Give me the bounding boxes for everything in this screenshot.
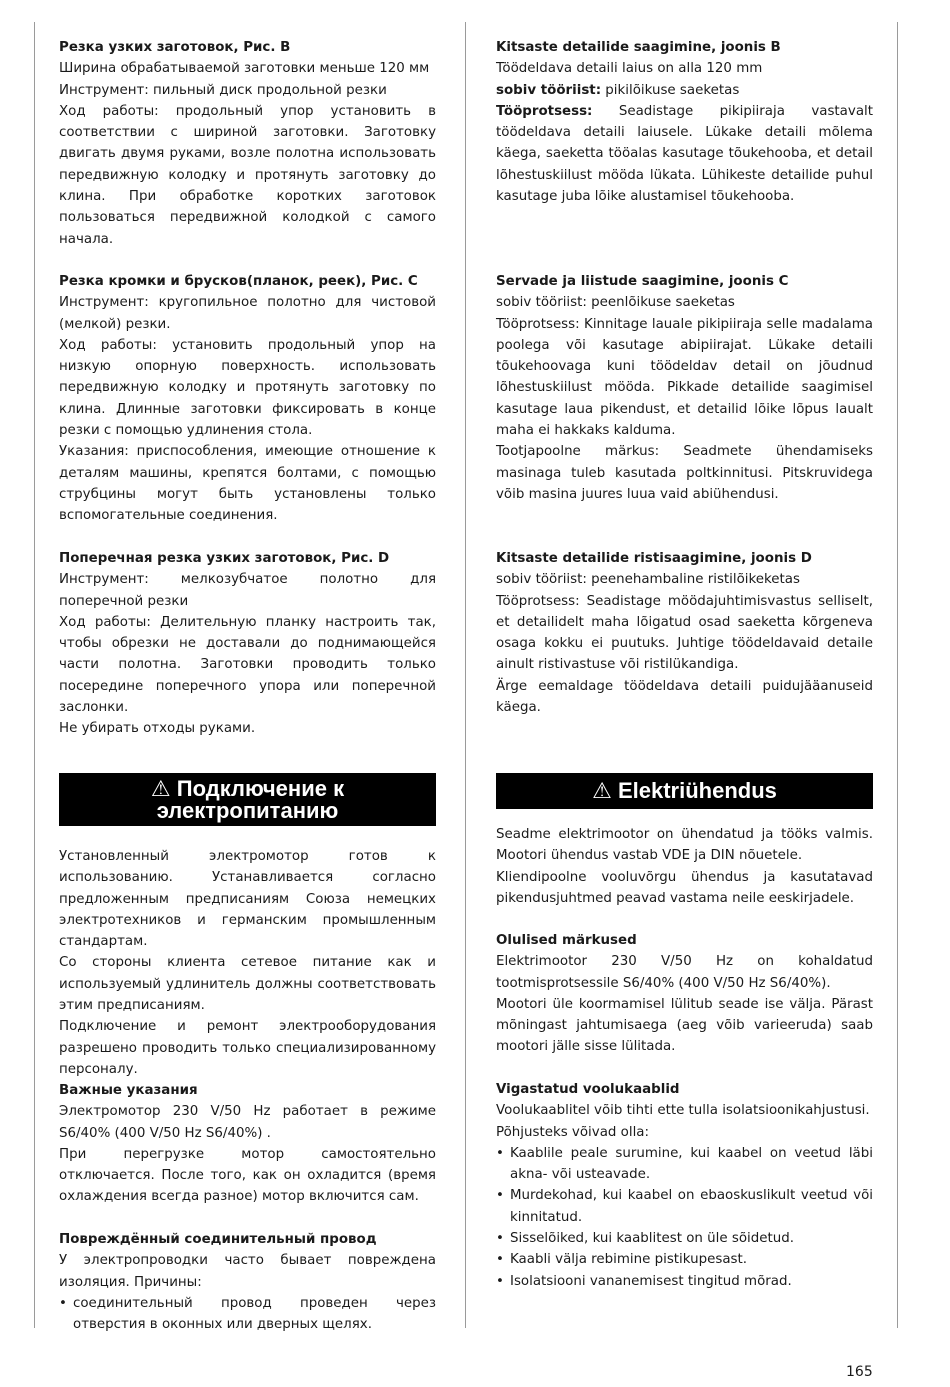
- et-tool-label: sobiv tööriist:: [496, 82, 602, 98]
- ru-section-important-title: Важные указания: [59, 1083, 198, 1098]
- et-process-label: Tööprotsess:: [496, 103, 593, 119]
- et-paragraph: Tööprotsess: Seadistage möödajuhtimisvastus selliselt, et detailidelt maha lõigatud osad saeketta kõrgeneva osaga kokku ei puutuks. Juhtige töödeldavaid detaile ainult ristivastuse või ristilükandiga.: [496, 593, 873, 673]
- ru-paragraph: Не убирать отходы руками.: [59, 721, 256, 737]
- et-section-damaged-cable: [496, 1079, 873, 1292]
- ru-paragraph: У электропроводки часто бывает повреждена изоляция. Причины:: [59, 1253, 436, 1290]
- ru-section-narrow-rip-title: Резка узких заготовок, Рис. B: [59, 40, 291, 55]
- et-section-edge-cut-title: Servade ja liistude saagimine, joonis C: [496, 274, 789, 289]
- et-paragraph-process: [496, 101, 873, 207]
- ru-paragraph: Инструмент: пильный диск продольной резки: [59, 82, 387, 98]
- et-paragraph: Voolukaablitel võib tihti ette tulla isolatsioonikahjustusi.: [496, 1103, 870, 1119]
- et-section-cross-cut-title: Kitsaste detailide ristisaagimine, joonis D: [496, 551, 812, 566]
- et-paragraph: sobiv tööriist: peenehambaline ristilõikeketas: [496, 572, 800, 588]
- et-paragraph: Tööprotsess: Kinnitage lauale pikipiiraja selle madalama poolega või kasutage abipiirajat. Lükake detaili tõukehoovaga kuni töödeldav detail on jõudnud lõhestuskiilust mööda. Pikkade detailide saagimisel kasutage laua pikendust, et detailid lõike lõpus laualt maha ei hakkaks kalduma.: [496, 316, 873, 439]
- et-paragraph: Mootori üle koormamisel lülitub seade ise välja. Pärast mõningast jahtumisaega (aeg võib varieeruda) saab mootori jälle sisse lülitada.: [496, 996, 873, 1055]
- et-banner-text: Elektriühendus: [617, 778, 777, 803]
- page-number: 165: [846, 1364, 873, 1380]
- right-margin-rule: [897, 22, 898, 1328]
- et-paragraph-tool: [496, 80, 873, 101]
- ru-cause-list: [59, 1293, 436, 1336]
- ru-electrical-banner: [59, 773, 436, 826]
- center-divider-rule: [465, 22, 466, 1328]
- et-paragraph: sobiv tööriist: peenlõikuse saeketas: [496, 295, 735, 311]
- ru-paragraph: Ход работы: продольный упор установить в соответствии с шириной заготовки. Заготовку двигать двумя руками, возле полотна использовать передвижную колодку и протянуть заготовку до клина. При обработке коротких заготовок пользоваться передвижной колодкой с самого начала.: [59, 103, 436, 247]
- et-paragraph: Töödeldava detaili laius on alla 120 mm: [496, 61, 763, 77]
- ru-section-electrical: [59, 846, 436, 1080]
- list-item: • Isolatsiooni vananemisest tingitud mõrad.: [496, 1271, 873, 1292]
- ru-paragraph: При перегрузке мотор самостоятельно отключается. После того, как он охладится (время охлаждения всегда разное) мотор включится сам.: [59, 1146, 436, 1205]
- ru-banner-text-2: электропитанию: [156, 798, 339, 823]
- ru-electrical-banner-line1: [59, 778, 436, 800]
- et-section-narrow-rip-title: Kitsaste detailide saagimine, joonis B: [496, 40, 781, 55]
- et-section-edge-cut: [496, 271, 873, 505]
- et-paragraph: Põhjusteks võivad olla:: [496, 1124, 650, 1140]
- ru-paragraph: Инструмент: мелкозубчатое полотно для поперечной резки: [59, 572, 436, 609]
- et-tool-value: pikilõikuse saeketas: [601, 82, 740, 98]
- ru-section-edge-cut: [59, 271, 436, 527]
- et-cause-list: [496, 1143, 873, 1292]
- et-section-damaged-cable-title: Vigastatud voolukaablid: [496, 1082, 680, 1097]
- et-section-electrical: [496, 824, 873, 909]
- et-electrical-banner: [496, 773, 873, 809]
- warning-icon: ⚠: [592, 778, 612, 803]
- et-paragraph: Seadme elektrimootor on ühendatud ja tööks valmis. Mootori ühendus vastab VDE ja DIN nõuetele.: [496, 827, 873, 864]
- et-section-important: [496, 930, 873, 1058]
- ru-section-narrow-rip: [59, 37, 436, 250]
- ru-paragraph: Подключение и ремонт электрооборудования разрешено проводить только специализированному персоналу.: [59, 1019, 436, 1077]
- list-item: • соединительный провод проведен через отверстия в оконных или дверных щелях.: [59, 1293, 436, 1336]
- ru-paragraph: Инструмент: кругопильное полотно для чистовой (мелкой) резки.: [59, 295, 436, 332]
- et-process-value: Seadistage pikipiiraja vastavalt töödeldava detaili laiusele. Lükake detaili mõlema käega, saeketta tööalas kasutage tõukehooba, et detail lõhestuskiilust mööda lükata. Lühikeste detailide puhul kasutage juba lõike alustamisel tõukehooba.: [496, 103, 873, 205]
- et-paragraph: Kliendipoolne vooluvõrgu ühendus ja kasutatavad pikendusjuhtmed peavad vastama neile eeskirjadele.: [496, 869, 873, 906]
- ru-paragraph: Электромотор 230 V/50 Hz работает в режиме S6/40% (400 V/50 Hz S6/40%) .: [59, 1104, 436, 1141]
- ru-section-important: [59, 1080, 436, 1208]
- ru-paragraph: Указания: приспособления, имеющие отношение к деталям машины, крепятся болтами, с помощью струбцины могут быть установлены только вспомогательные соединения.: [59, 444, 436, 524]
- et-section-important-title: Olulised märkused: [496, 933, 637, 948]
- list-item: • Sisselõiked, kui kaablitest on üle sõidetud.: [496, 1228, 873, 1249]
- ru-section-damaged-cable: [59, 1229, 436, 1335]
- et-paragraph: Ärge eemaldage töödeldava detaili puidujääanuseid käega.: [496, 678, 873, 716]
- et-section-narrow-rip: [496, 37, 873, 207]
- warning-icon: ⚠: [150, 776, 171, 801]
- list-item: • Murdekohad, kui kaabel on ebaoskuslikult veetud või kinnitatud.: [496, 1185, 873, 1228]
- ru-paragraph: Установленный электромотор готов к использованию. Устанавливается согласно предложенным предписаниям Союза немецких электротехников и германским промышленным стандартам.: [59, 849, 436, 950]
- ru-section-edge-cut-title: Резка кромки и брусков(планок, реек), Рис. C: [59, 274, 418, 289]
- list-item: • Kaablile peale surumine, kui kaabel on veetud läbi akna- või usteavade.: [496, 1143, 873, 1186]
- et-section-cross-cut: [496, 548, 873, 718]
- et-paragraph: Elektrimootor 230 V/50 Hz on kohaldatud tootmisprotsessile S6/40% (400 V/50 Hz S6/40%).: [496, 954, 873, 991]
- ru-paragraph: Ход работы: Делительную планку настроить так, чтобы обрезки не доставали до поднимающейся части полотна. Заготовки проводить только посередине поперечного упора или поперечной заслонки.: [59, 614, 436, 716]
- ru-section-damaged-cable-title: Повреждённый соединительный провод: [59, 1232, 377, 1247]
- ru-banner-text-1: Подключение к: [176, 776, 345, 801]
- et-paragraph: Tootjapoolne märkus: Seadmete ühendamiseks masinaga tuleb kasutada poltkinnitusi. Pitskruvidega võib masina juures luua vaid abiühendusi.: [496, 444, 873, 502]
- ru-paragraph: Со стороны клиента сетевое питание как и используемый удлинитель должны соответствовать этим предписаниям.: [59, 955, 436, 1014]
- ru-section-cross-cut: [59, 548, 436, 740]
- ru-paragraph: Ширина обрабатываемой заготовки меньше 120 мм: [59, 61, 430, 77]
- list-item: • Kaabli välja rebimine pistikupesast.: [496, 1249, 873, 1270]
- left-margin-rule: [34, 22, 35, 1328]
- ru-section-cross-cut-title: Поперечная резка узких заготовок, Рис. D: [59, 551, 390, 566]
- ru-paragraph: Ход работы: установить продольный упор на низкую опорную поверхность. использовать передвижную колодку и протянуть заготовку по клина. Длинные заготовки фиксировать в конце резки с помощью удлинения стола.: [59, 337, 436, 439]
